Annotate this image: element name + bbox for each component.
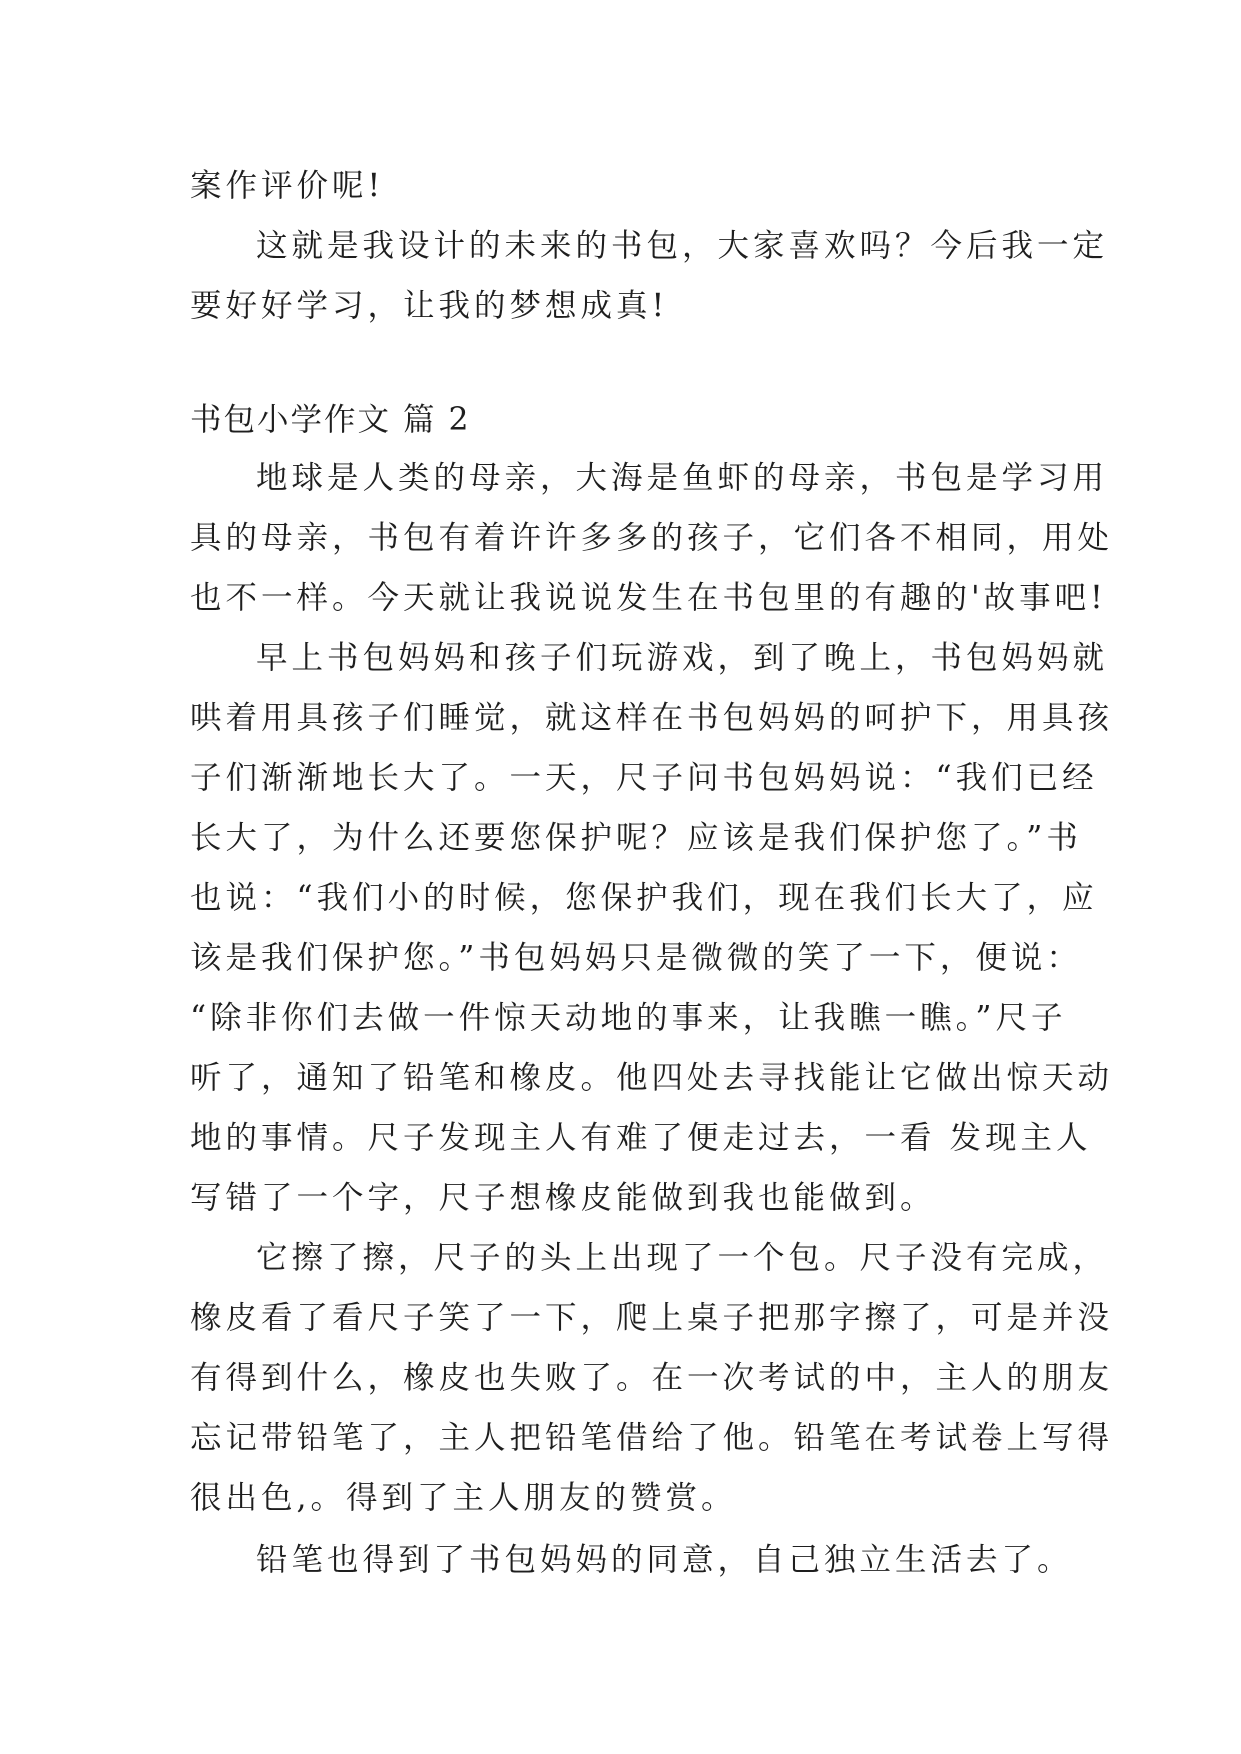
text-line: 忘记带铅笔了，主人把铅笔借给了他。铅笔在考试卷上写得 bbox=[190, 1420, 1114, 1456]
text-line: 要好好学习，让我的梦想成真! bbox=[190, 288, 669, 324]
paragraph-first-line: 早上书包妈妈和孩子们玩游戏，到了晚上，书包妈妈就 bbox=[256, 640, 1109, 676]
text-line: 写错了一个字，尺子想橡皮能做到我也能做到。 bbox=[190, 1180, 936, 1216]
text-line: 橡皮看了看尺子笑了一下，爬上桌子把那字擦了，可是并没 bbox=[190, 1300, 1114, 1336]
text-line-continued-paragraph: 案作评价呢! bbox=[190, 168, 385, 204]
section-heading: 书包小学作文 篇 2 bbox=[190, 402, 471, 438]
text-line: 有得到什么，橡皮也失败了。在一次考试的中，主人的朋友 bbox=[190, 1360, 1114, 1396]
text-line: 长大了，为什么还要您保护呢？应该是我们保护您了。”书 bbox=[190, 820, 1082, 856]
text-line: 地的事情。尺子发现主人有难了便走过去，一看 发现主人 bbox=[190, 1120, 1092, 1156]
text-line: 也说：“我们小的时候，您保护我们，现在我们长大了，应 bbox=[190, 880, 1098, 916]
text-line: 哄着用具孩子们睡觉，就这样在书包妈妈的呵护下，用具孩 bbox=[190, 700, 1114, 736]
text-line: 也不一样。今天就让我说说发生在书包里的有趣的'故事吧! bbox=[190, 580, 1107, 616]
text-line: 子们渐渐地长大了。一天，尺子问书包妈妈说：“我们已经 bbox=[190, 760, 1098, 796]
paragraph-first-line: 它擦了擦，尺子的头上出现了一个包。尺子没有完成， bbox=[256, 1240, 1109, 1276]
text-line: 具的母亲，书包有着许许多多的孩子，它们各不相同，用处 bbox=[190, 520, 1114, 556]
text-line: “除非你们去做一件惊天动地的事来，让我瞧一瞧。”尺子 bbox=[190, 1000, 1067, 1036]
text-line: 该是我们保护您。”书包妈妈只是微微的笑了一下，便说： bbox=[190, 940, 1082, 976]
text-line: 听了，通知了铅笔和橡皮。他四处去寻找能让它做出惊天动 bbox=[190, 1060, 1114, 1096]
paragraph-first-line: 这就是我设计的未来的书包，大家喜欢吗？今后我一定 bbox=[256, 228, 1109, 264]
text-line: 很出色,。得到了主人朋友的赞赏。 bbox=[190, 1480, 737, 1516]
paragraph-first-line: 地球是人类的母亲，大海是鱼虾的母亲，书包是学习用 bbox=[256, 460, 1109, 496]
paragraph-first-line: 铅笔也得到了书包妈妈的同意，自己独立生活去了。 bbox=[256, 1542, 1073, 1578]
